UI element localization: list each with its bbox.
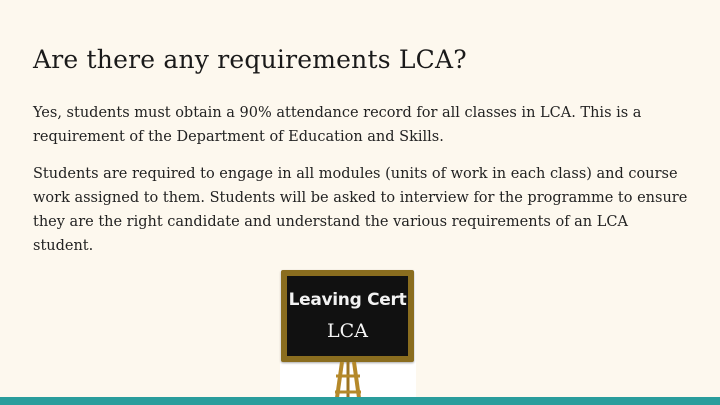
board-text-leaving-cert: Leaving Cert <box>288 290 407 310</box>
body-paragraph-1: Yes, students must obtain a 90% attendance record for all classes in LCA. This is a requirement of the Department of Education and Skills. <box>33 105 642 145</box>
bottom-accent-bar <box>0 397 720 405</box>
board-text-lca: LCA <box>327 320 368 342</box>
chalkboard-surface <box>287 276 408 356</box>
slide-body <box>33 101 688 271</box>
chalkboard-frame <box>281 270 414 362</box>
body-paragraph-2: Students are required to engage in all modules (units of work in each class) and course work assigned to them. Students will be asked to interview for the programme to ensure they are the right candidate and understand the various requirements of an LCA student. <box>33 166 688 254</box>
leaving-cert-board-image <box>280 270 416 405</box>
slide-title: Are there any requirements LCA? <box>33 45 467 74</box>
